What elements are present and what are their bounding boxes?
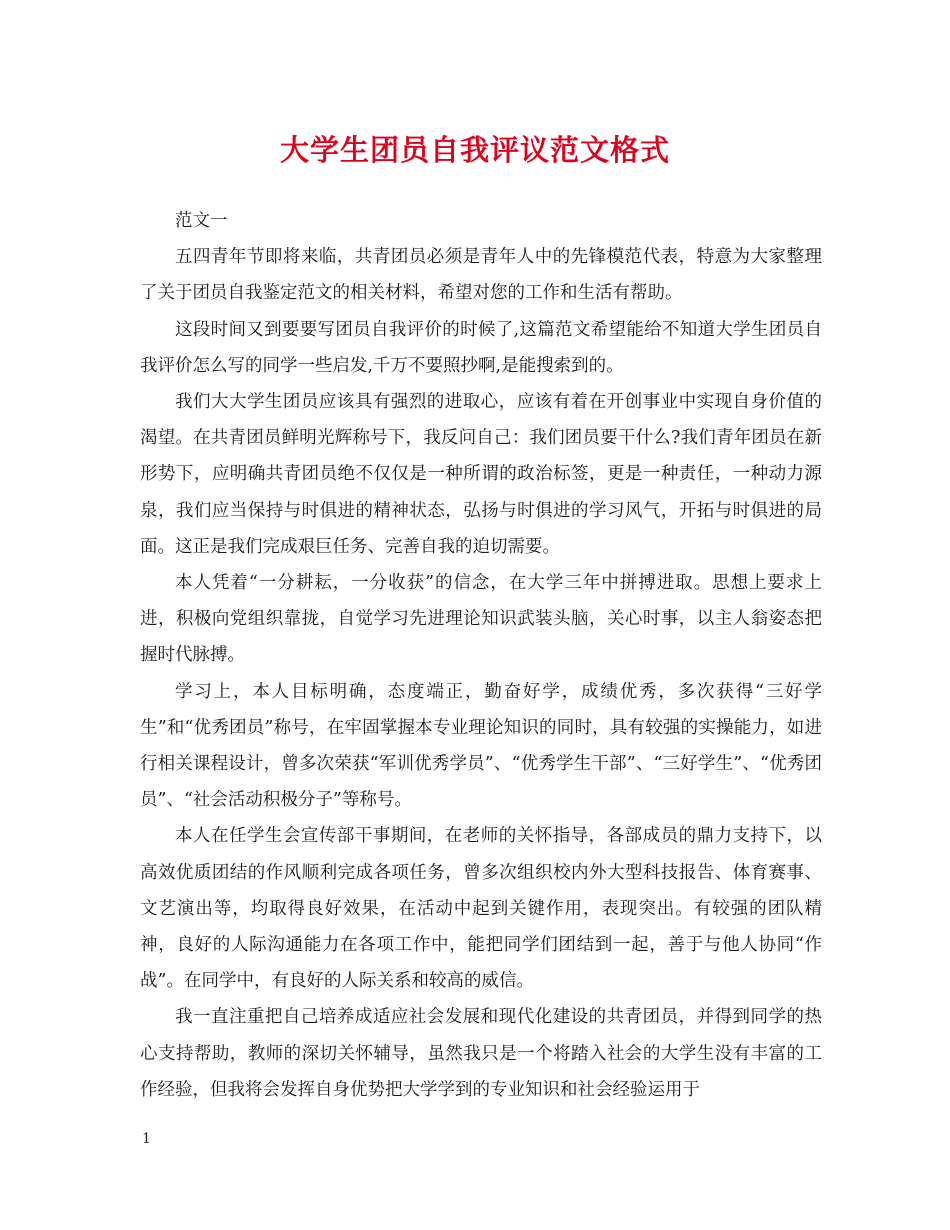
paragraph: 五四青年节即将来临，共青团员必须是青年人中的先锋模范代表，特意为大家整理了关于团员自我鉴定范文的相关材料，希望对您的工作和生活有帮助。 — [140, 247, 822, 304]
document-title: 大学生团员自我评议范文格式 — [279, 133, 670, 167]
paragraph-heading: 范文一 — [175, 211, 228, 231]
paragraph: 这段时间又到要要写团员自我评价的时候了,这篇范文希望能给不知道大学生团员自我评价怎么写的同学一些启发,千万不要照抄啊,是能搜索到的。 — [140, 319, 822, 376]
document-body — [140, 203, 822, 1108]
paragraph: 本人在任学生会宣传部干事期间，在老师的关怀指导，各部成员的鼎力支持下，以高效优质团结的作风顺利完成各项任务，曾多次组织校内外大型科技报告、体育赛事、文艺演出等，均取得良好效果，在活动中起到关键作用，表现突出。有较强的团队精神，良好的人际沟通能力在各项工作中，能把同学们团结到一起，善于与他人协同“作战”。在同学中，有良好的人际关系和较高的威信。 — [140, 826, 822, 992]
paragraph: 我一直注重把自己培养成适应社会发展和现代化建设的共青团员，并得到同学的热心支持帮助，教师的深切关怀辅导，虽然我只是一个将踏入社会的大学生没有丰富的工作经验，但我将会发挥自身优势把大学学到的专业知识和社会经验运用于 — [140, 1007, 822, 1100]
page-number: 1 — [142, 1131, 151, 1147]
paragraph: 本人凭着“一分耕耘，一分收获”的信念，在大学三年中拼搏进取。思想上要求上进，积极向党组织靠拢，自觉学习先进理论知识武装头脑，关心时事，以主人翁姿态把握时代脉搏。 — [140, 573, 822, 666]
paragraph: 我们大大学生团员应该具有强烈的进取心，应该有着在开创事业中实现自身价值的渴望。在共青团员鲜明光辉称号下，我反问自己：我们团员要干什么?我们青年团员在新形势下，应明确共青团员绝不仅仅是一种所谓的政治标签，更是一种责任，一种动力源泉，我们应当保持与时俱进的精神状态，弘扬与时俱进的学习风气，开拓与时俱进的局面。这正是我们完成艰巨任务、完善自我的迫切需要。 — [140, 392, 822, 557]
paragraph: 学习上，本人目标明确，态度端正，勤奋好学，成绩优秀，多次获得“三好学生”和“优秀团员”称号，在牢固掌握本专业理论知识的同时，具有较强的实操能力，如进行相关课程设计，曾多次荣获“军训优秀学员”、“优秀学生干部”、“三好学生”、“优秀团员”、“社会活动积极分子”等称号。 — [140, 681, 822, 811]
